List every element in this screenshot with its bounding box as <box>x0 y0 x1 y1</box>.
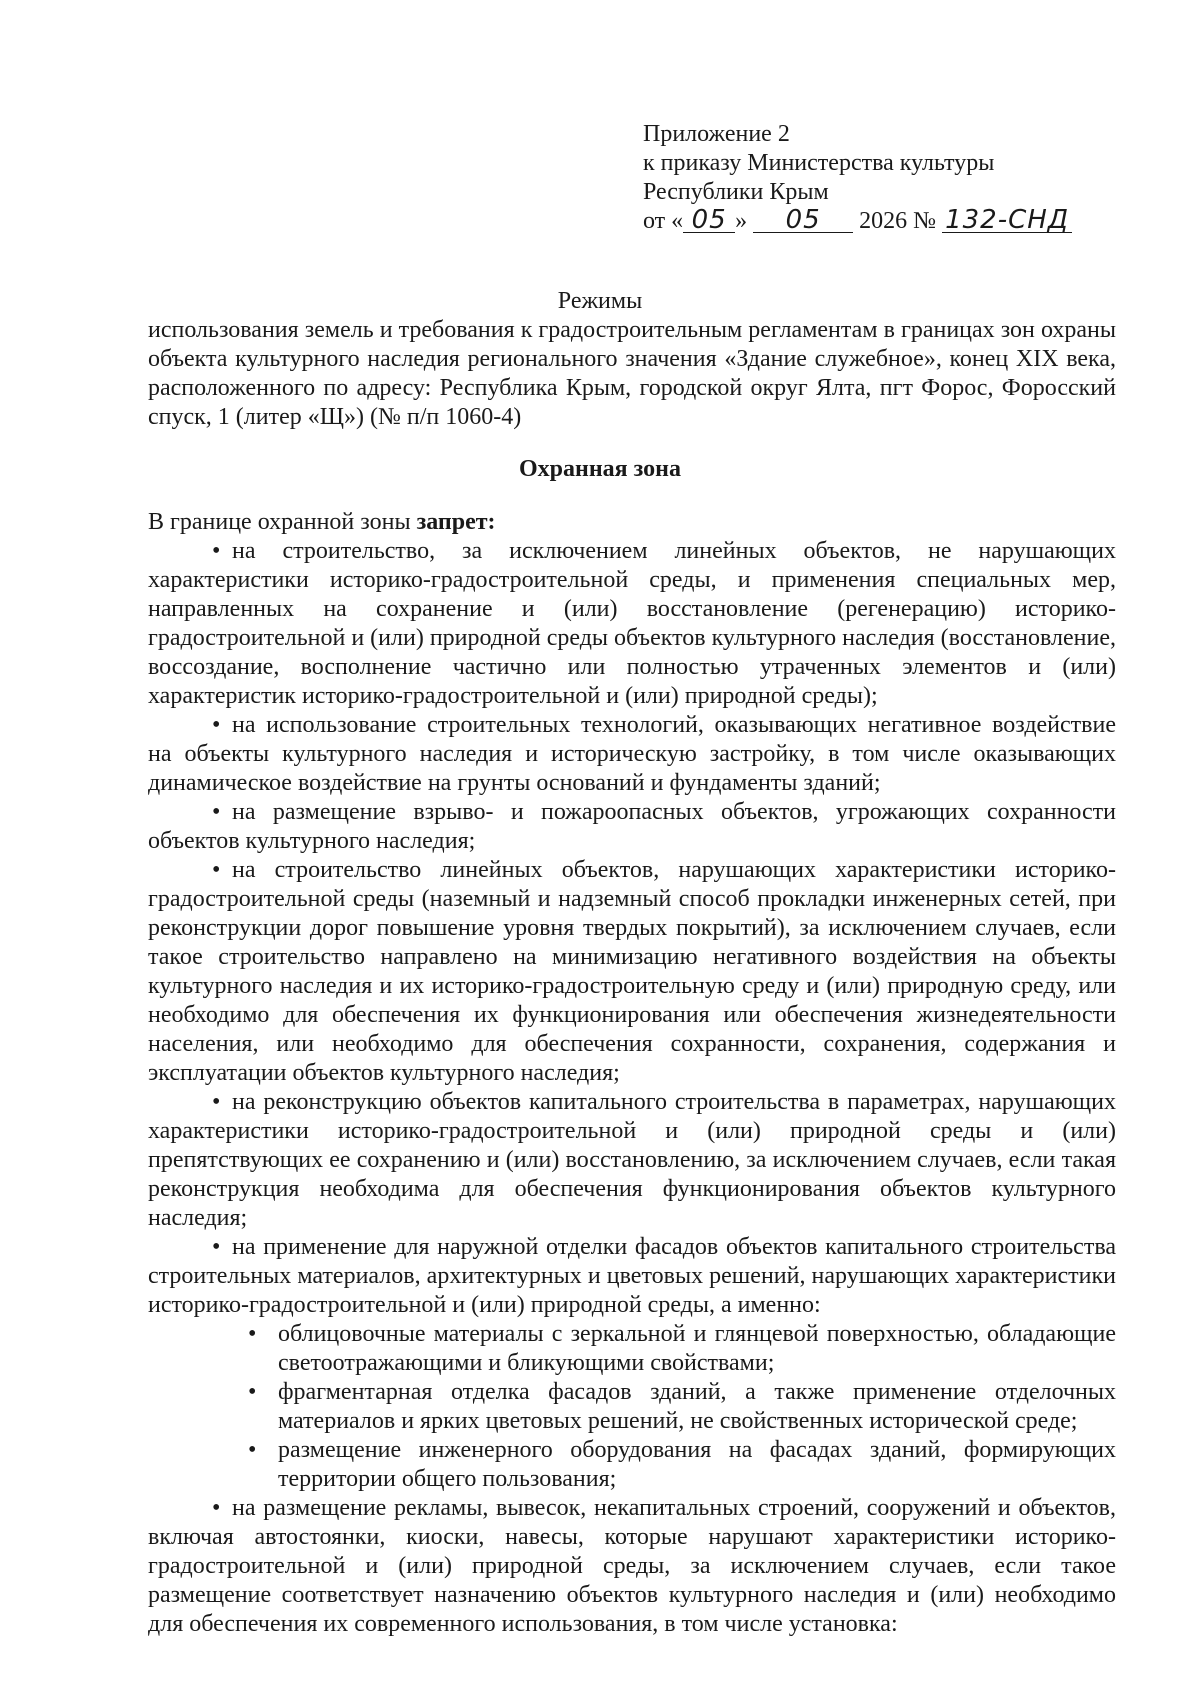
sub-list-item <box>148 1436 1116 1494</box>
document-title: Режимы <box>557 288 643 314</box>
appendix-block <box>643 120 1072 236</box>
bullet-icon: • <box>248 1379 257 1405</box>
list-item-text: на применение для наружной отделки фасадов объектов капитального строительства строительных материалов, архитектурных и цветовых решений, нарушающих характеристики историко-градостроительной и (или) природной среды, а именно: <box>148 1234 1116 1318</box>
intro-bold: запрет: <box>416 509 496 535</box>
list-item-text: на строительство линейных объектов, нарушающих характеристики историко-градостроительной среды (наземный и надземный способ прокладки инженерных сетей, при реконструкции дорог повышение уровня твердых покрытий), за исключением случаев, если такое строительство направлено на минимизацию негативного воздействия на объекты культурного наследия и их историко-градостроительную среду и (или) природную среду, или необходимо для обеспечения их функционирования или обеспечения жизнедеятельности населения, или необходимо для обеспечения сохранности, сохранения, содержания и эксплуатации объектов культурного наследия; <box>148 857 1116 1086</box>
appendix-line-2: к приказу Министерства культуры <box>643 150 995 176</box>
list-item <box>148 798 1116 856</box>
date-day: 05 <box>683 208 735 233</box>
list-item-text: на использование строительных технологий, оказывающих негативное воздействие на объекты культурного наследия и историческую застройку, в том числе оказывающих динамическое воздействие на грунты оснований и фундаменты зданий; <box>148 712 1116 796</box>
bullet-icon: • <box>212 1089 221 1115</box>
bullet-icon: • <box>212 1234 221 1260</box>
section-heading: Охранная зона <box>519 456 681 482</box>
bullet-icon: • <box>248 1321 257 1347</box>
order-date-line <box>643 207 1072 236</box>
order-number: 132-СНД <box>942 208 1072 233</box>
appendix-line-3: Республики Крым <box>643 179 829 205</box>
list-item <box>148 1088 1116 1233</box>
list-item <box>148 537 1116 711</box>
date-month: 05 <box>753 208 853 233</box>
title-text: использования земель и требования к градостроительным регламентам в границах зон охраны объекта культурного наследия регионального значения «Здание служебное», конец XIX века, расположенного по адресу: Республика Крым, городской округ Ялта, пгт Форос, Форосский спуск, 1 (литер «Щ») (№ п/п 1060-4) <box>148 317 1116 430</box>
bullet-icon: • <box>212 538 221 564</box>
date-year: 2026 № <box>859 208 937 234</box>
list-item <box>148 1494 1116 1639</box>
list-item <box>148 856 1116 1088</box>
sub-list-item-text: облицовочные материалы с зеркальной и глянцевой поверхностью, обладающие светоотражающими и бликующими свойствами; <box>278 1321 1116 1376</box>
sub-list <box>148 1320 1116 1494</box>
bullet-icon: • <box>212 1495 221 1521</box>
section-body <box>148 508 1116 1639</box>
date-mid: » <box>735 208 748 234</box>
bullet-icon: • <box>212 712 221 738</box>
sub-list-item-text: фрагментарная отделка фасадов зданий, а также применение отделочных материалов и ярких цветовых решений, не свойственных исторической среде; <box>278 1379 1116 1434</box>
appendix-line-1: Приложение 2 <box>643 121 790 147</box>
list-item-text: на реконструкцию объектов капитального строительства в параметрах, нарушающих характеристики историко-градостроительной и (или) природной среды и (или) препятствующих ее сохранению и (или) восстановлению, за исключением случаев, если такая реконструкция необходима для обеспечения функционирования объектов культурного наследия; <box>148 1089 1116 1231</box>
title-description <box>148 316 1116 432</box>
list-item-text: на размещение взрыво- и пожароопасных объектов, угрожающих сохранности объектов культурного наследия; <box>148 799 1116 854</box>
sub-list-item-text: размещение инженерного оборудования на фасадах зданий, формирующих территории общего пользования; <box>278 1437 1116 1492</box>
bullet-icon: • <box>248 1437 257 1463</box>
sub-list-item <box>148 1320 1116 1378</box>
date-prefix: от « <box>643 208 684 234</box>
list-item-text: на строительство, за исключением линейных объектов, не нарушающих характеристики историко-градостроительной среды, и применения специальных мер, направленных на сохранение и (или) восстановление (регенерацию) историко-градостроительной и (или) природной среды объектов культурного наследия (восстановление, воссоздание, восполнение частично или полностью утраченных элементов и (или) характеристик историко-градостроительной и (или) природной среды); <box>148 538 1116 709</box>
intro-text: В границе охранной зоны <box>148 509 417 535</box>
sub-list-item <box>148 1378 1116 1436</box>
list-item <box>148 1233 1116 1320</box>
bullet-icon: • <box>212 799 221 825</box>
list-item <box>148 711 1116 798</box>
bullet-icon: • <box>212 857 221 883</box>
list-item-text: на размещение рекламы, вывесок, некапитальных строений, сооружений и объектов, включая автостоянки, киоски, навесы, которые нарушают характеристики историко-градостроительной и (или) природной среды, за исключением случаев, если такое размещение соответствует назначению объектов культурного наследия и (или) необходимо для обеспечения их современного использования, в том числе установка: <box>148 1495 1116 1637</box>
intro-paragraph <box>148 508 1116 537</box>
